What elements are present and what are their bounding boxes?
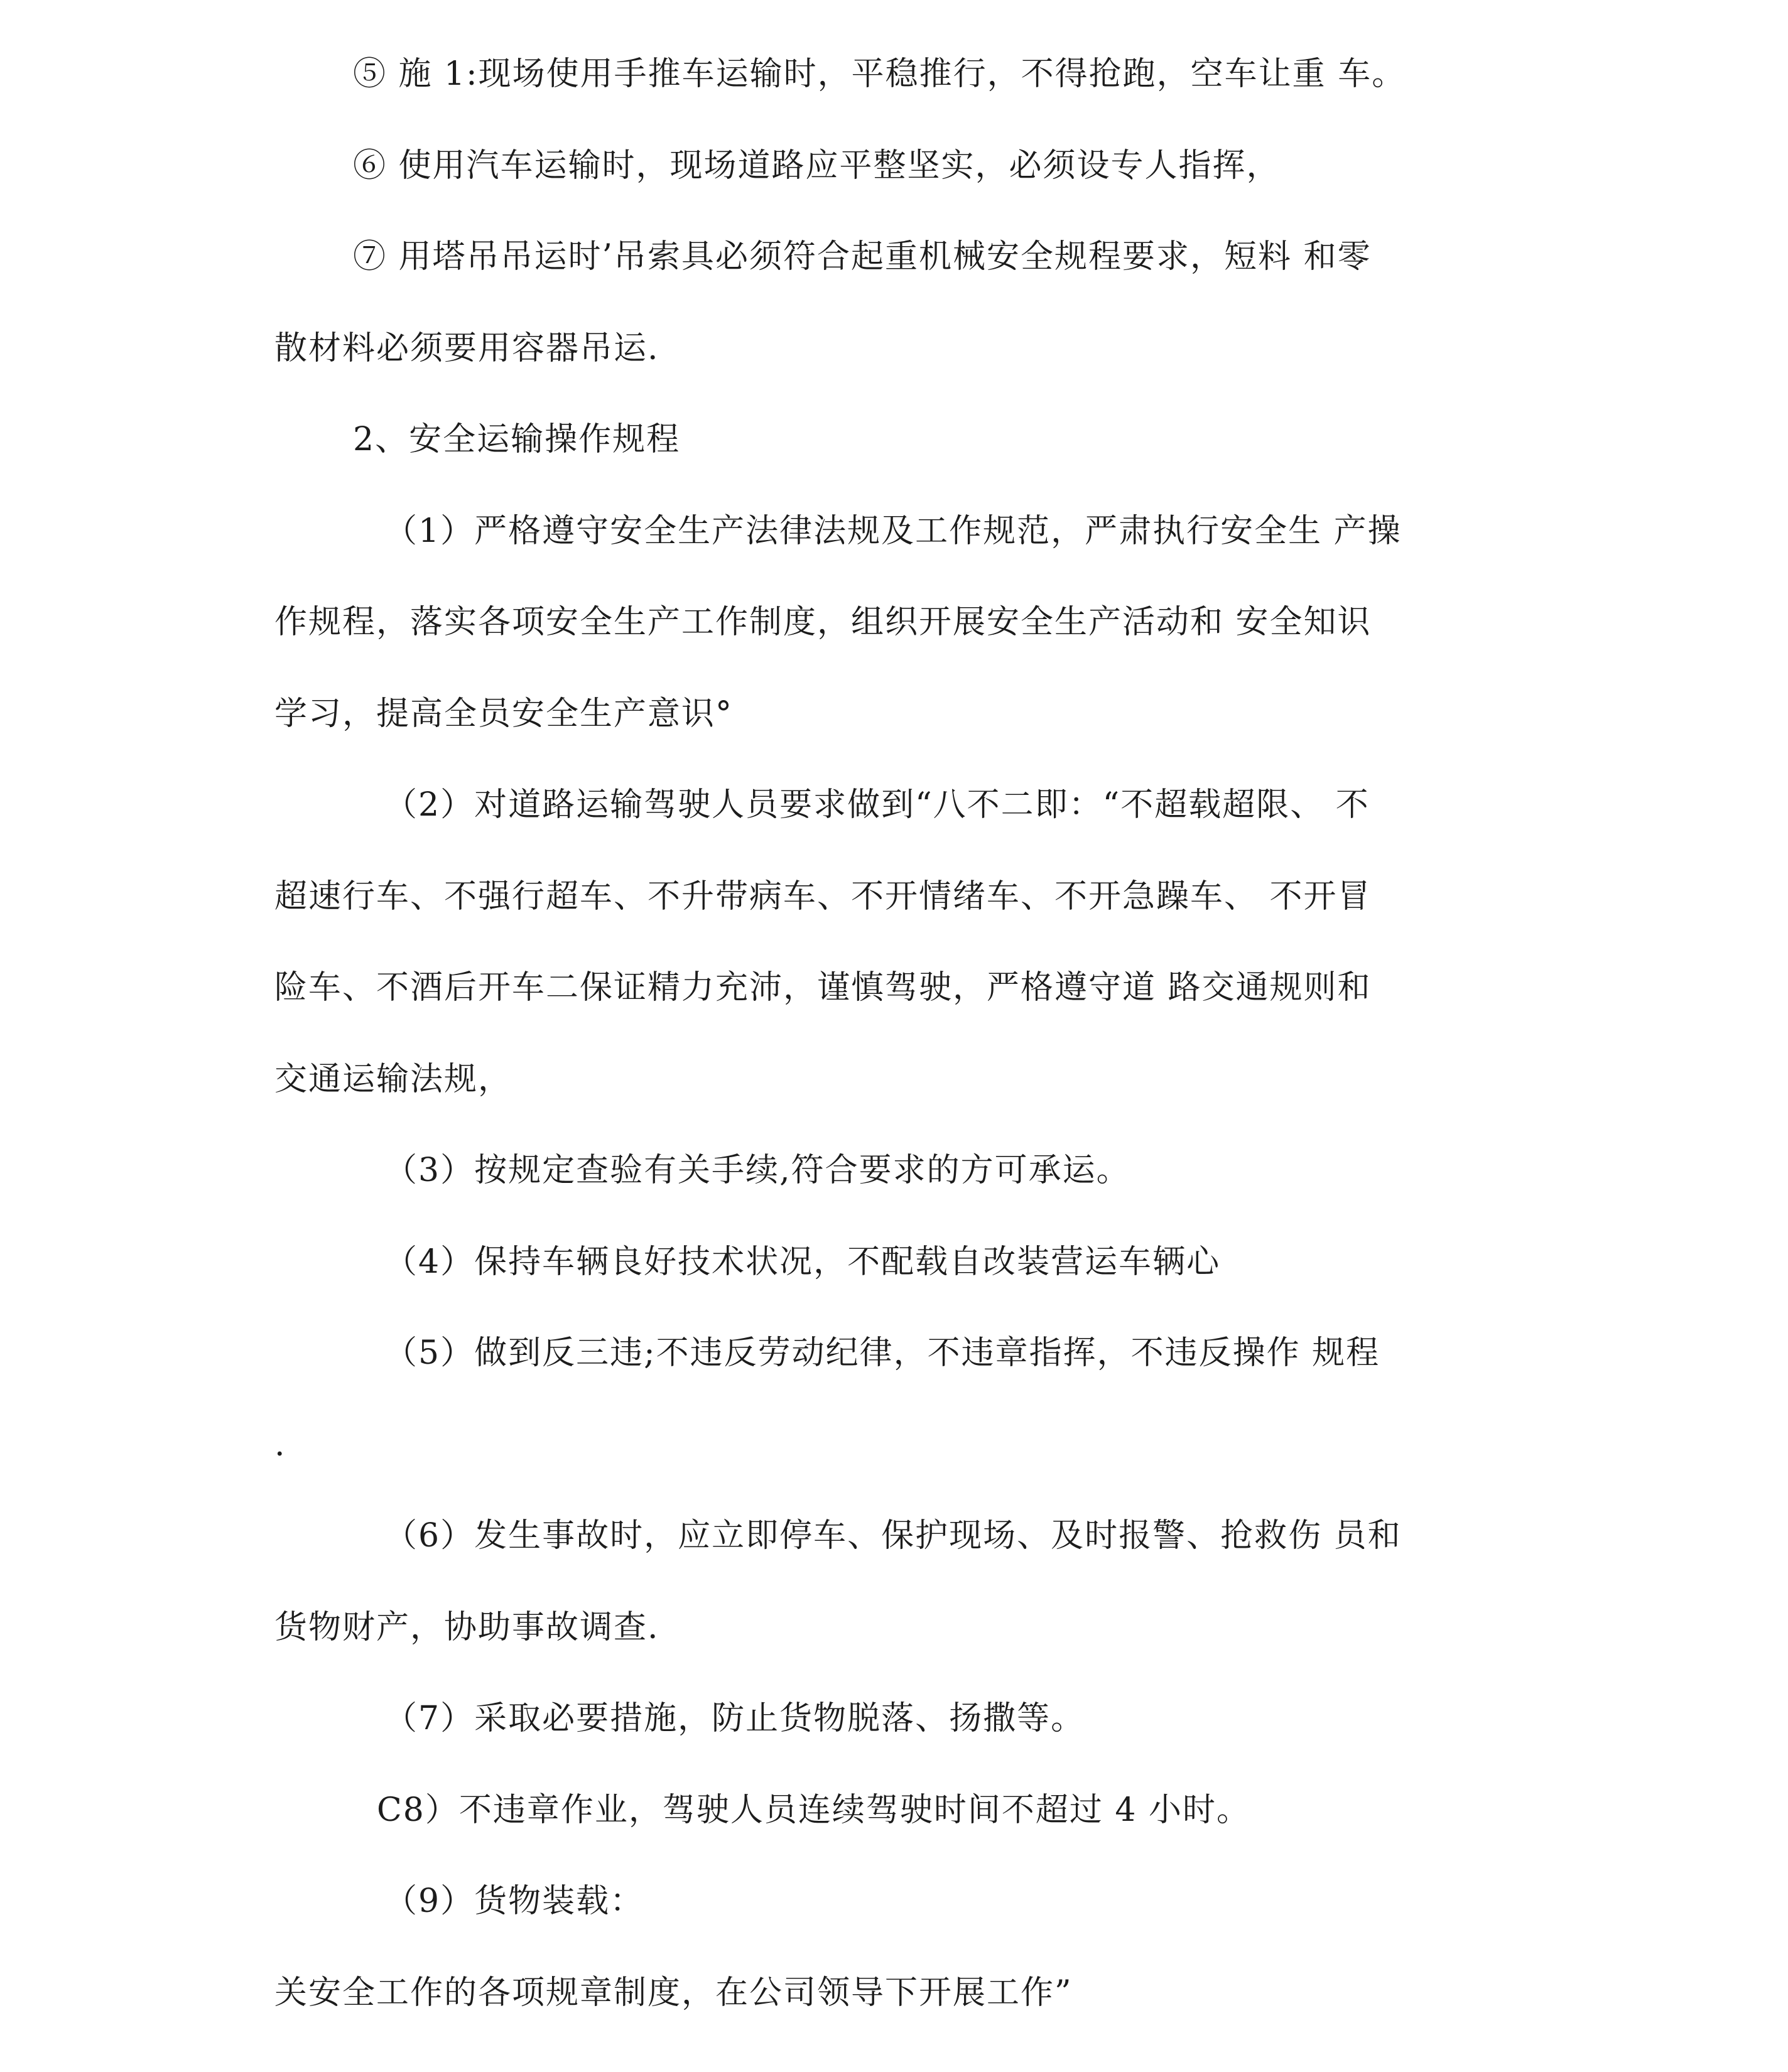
paragraph-line: （6）发生事故时，应立即停车、保护现场、及时报警、抢救伤 员和 xyxy=(384,1517,1402,1555)
paragraph-line: 作规程，落实各项安全生产工作制度，组织开展安全生产活动和 安全知识 xyxy=(274,603,1372,641)
paragraph-line: . xyxy=(274,1426,286,1464)
paragraph-line: （4）保持车辆良好技术状况，不配载自改装营运车辆心 xyxy=(384,1243,1221,1281)
paragraph-line: （3）按规定查验有关手续,符合要求的方可承运。 xyxy=(384,1152,1130,1189)
paragraph-line: （1）严格遵守安全生产法律法规及工作规范，严肃执行安全生 产操 xyxy=(384,512,1402,550)
section-heading: 2、安全运输操作规程 xyxy=(353,421,681,458)
paragraph-line: ⑥ 使用汽车运输时，现场道路应平整坚实，必须设专人指挥， xyxy=(353,147,1281,185)
paragraph-line: ⑦ 用塔吊吊运时’吊索具必须符合起重机械安全规程要求，短料 和零 xyxy=(353,238,1372,276)
paragraph-line: （7）采取必要措施，防止货物脱落、扬撒等。 xyxy=(384,1700,1085,1737)
paragraph-line: 学习，提高全员安全生产意识° xyxy=(274,695,734,733)
paragraph-line: （2）对道路运输驾驶人员要求做到“八不二即：“不超载超限、 不 xyxy=(384,786,1370,824)
paragraph-line: （5）做到反三违;不违反劳动纪律，不违章指挥，不违反操作 规程 xyxy=(384,1334,1380,1372)
paragraph-line: （9）货物装载： xyxy=(384,1882,644,1920)
paragraph-line: 险车、不酒后开车二保证精力充沛，谨慎驾驶，严格遵守道 路交通规则和 xyxy=(274,969,1372,1006)
paragraph-line: C8）不违章作业，驾驶人员连续驾驶时间不超过 4 小时。 xyxy=(377,1791,1251,1829)
paragraph-line: 关安全工作的各项规章制度，在公司领导下开展工作” xyxy=(274,1974,1073,2012)
paragraph-line: 交通运输法规， xyxy=(274,1060,512,1098)
paragraph-line: ⑤ 施 1:现场使用手推车运输时，平稳推行，不得抢跑，空车让重 车。 xyxy=(353,55,1406,93)
paragraph-line: 货物财产，协助事故调查. xyxy=(274,1609,659,1646)
paragraph-line: 散材料必须要用容器吊运. xyxy=(274,330,659,367)
paragraph-line: 超速行车、不强行超车、不升带病车、不开情绪车、不开急躁车、 不开冒 xyxy=(274,878,1372,915)
